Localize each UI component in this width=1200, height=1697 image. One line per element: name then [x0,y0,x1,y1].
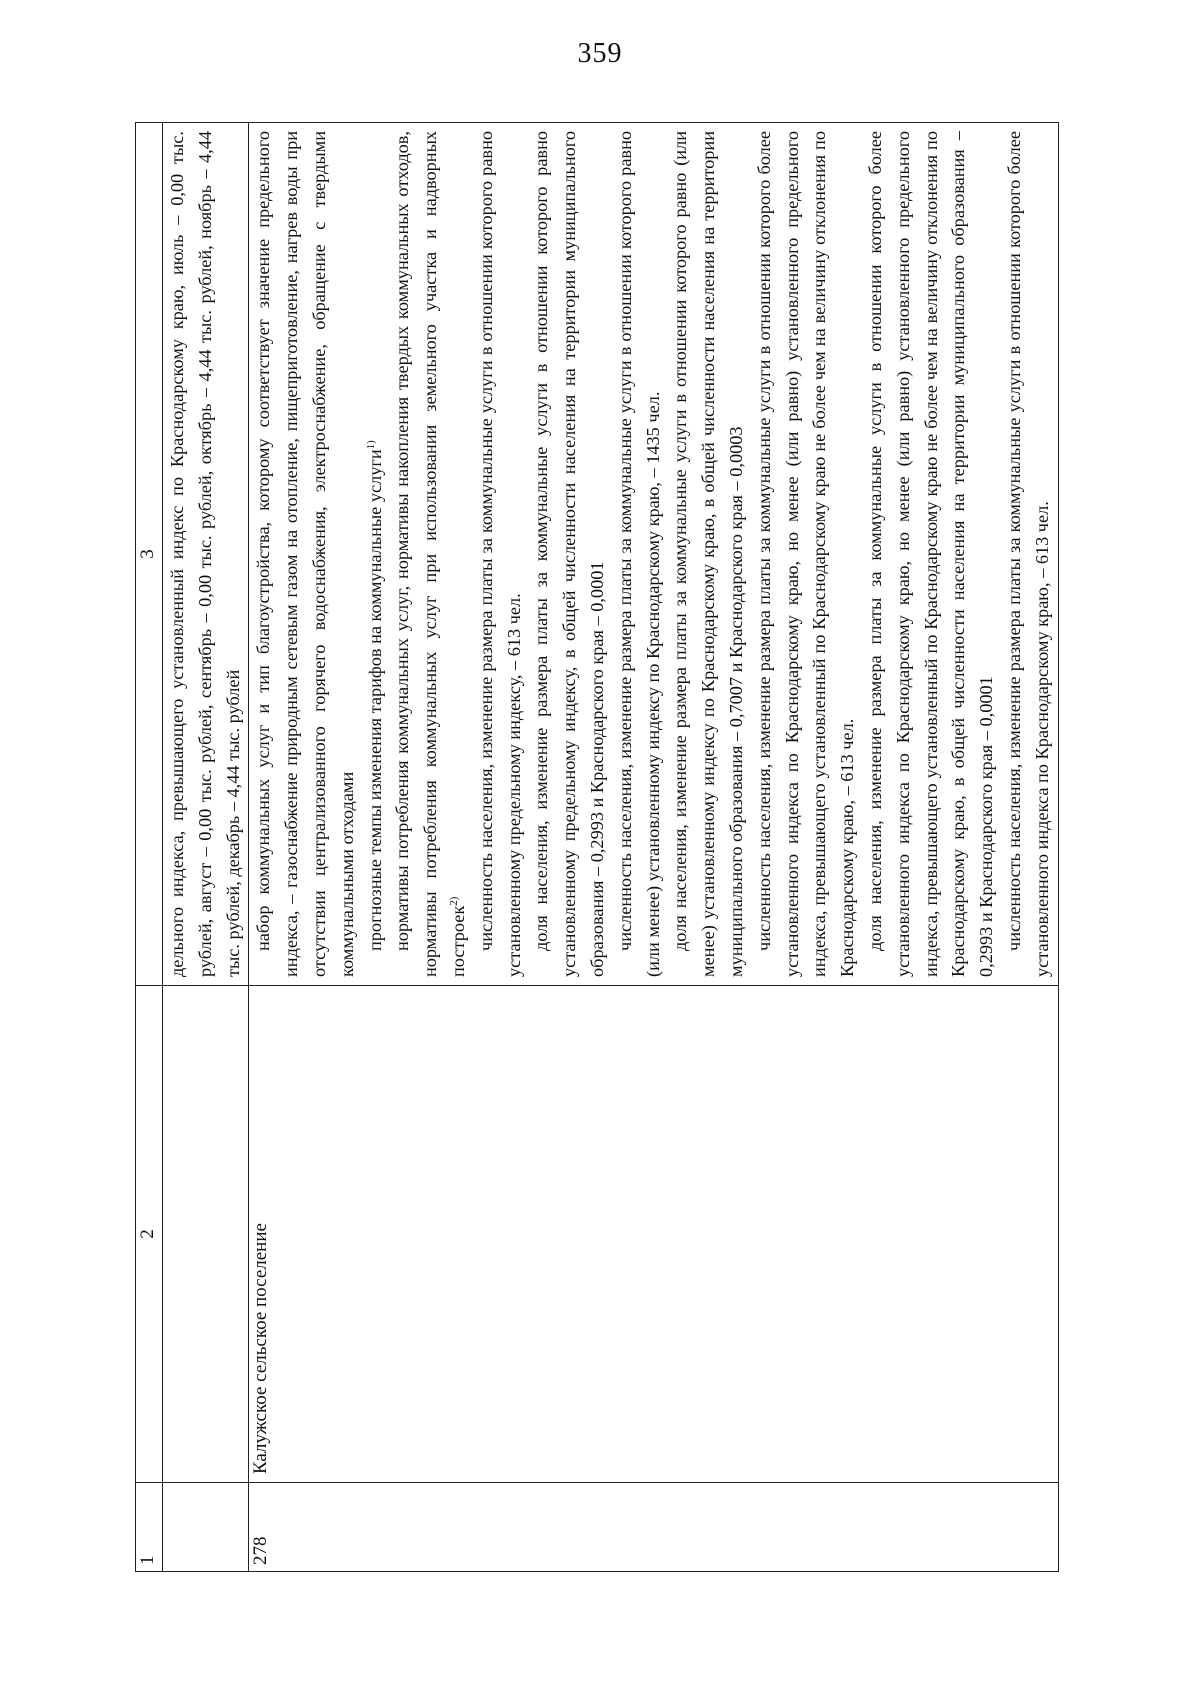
paragraph-population-more: численность населения, изменение размера платы за коммунальные услуги в отношении которого более установленного индекса по Краснодарскому краю, – 613 чел. [1003,131,1052,977]
header-col-3: 3 [136,123,163,986]
municipality-name: Калужское сельское поселение [249,986,1058,1483]
paragraph-population-less: численность населения, изменение размера платы за коммунальные услуги в отношении которого равно (или менее) установленному индексу по Краснодарскому краю, – 1435 чел. [614,131,663,977]
table-header-row [136,123,163,1572]
tariff-rates-text: прогнозные темпы изменения тарифов на коммунальные услуги [364,449,385,951]
header-col-2: 2 [136,986,163,1483]
continuation-name-cell [163,986,249,1483]
paragraph-norms [389,131,472,977]
page-number: 359 [577,38,623,69]
continuation-row [163,123,249,1572]
paragraph-tariff-rates [362,131,390,977]
paragraph-share-between: доля населения, изменение размера платы за коммунальные услуги в отношении которого более установленного индекса по Краснодарскому краю, но менее (или равно) установленного предельного индекса, превышающего установленный по Краснодарскому краю не более чем на величину отклонения по Краснодарскому краю, в общей численности населения на территории муниципального образования – 0,2993 и Краснодарского края – 0,0001 [864,131,997,977]
paragraph-share-equal: доля населения, изменение размера платы за коммунальные услуги в отношении которого равно установленному предельному индексу, в общей численности населения на территории муниципального образования – 0,2993 и Краснодарского края – 0,0001 [531,131,607,977]
norms-text: нормативы потребления коммунальных услуг, нормативы накопления твердых коммунальных отходов, нормативы потребления коммунальных услуг при использовании земельного участка и надворных построек [392,131,468,977]
data-table [135,122,1059,1572]
row-number: 278 [249,1483,1058,1572]
table-row [249,123,1058,1572]
paragraph-population-equal: численность населения, изменение размера платы за коммунальные услуги в отношении которого равно установленному предельному индексу, – 613 чел. [475,131,524,977]
paragraph-services-set: набор коммунальных услуг и тип благоустройства, которому соответствует значение предельного индекса, – газоснабжение природным сетевым газом на отопление, пищеприготовление, нагрев воды при отсутствии централизованного горячего водоснабжения, электроснабжение, обращение с твердыми коммунальными отходами [253,131,357,977]
row-details [249,123,1058,986]
paragraph-population-between: численность населения, изменение размера платы за коммунальные услуги в отношении которого более установленного индекса по Краснодарскому краю, но менее (или равно) установленного предельного индекса, превышающего установленный по Краснодарскому краю не более чем на величину отклонения по Краснодарскому краю, – 613 чел. [753,131,858,977]
continuation-paragraph: дельного индекса, превышающего установленный индекс по Краснодарскому краю, июль – 0,00 тыс. рублей, август – 0,00 тыс. рублей, сентябрь – 0,00 тыс. рублей, октябрь – 4,44 тыс. рублей, ноябрь – 4,44 тыс. рублей, декабрь – 4,44 тыс. рублей [167,131,243,977]
footnote-2-mark: 2) [447,896,460,906]
header-col-1: 1 [136,1483,163,1572]
rotated-table-container [135,122,1080,1572]
continuation-text-cell [163,123,249,986]
paragraph-share-less: доля населения, изменение размера платы за коммунальные услуги в отношении которого равно (или менее) установленному индексу по Краснодарскому краю, в общей численности населения на территории муниципального образования – 0,7007 и Краснодарского края – 0,0003 [670,131,746,977]
continuation-num-cell [163,1483,249,1572]
footnote-1-mark: 1) [364,440,377,450]
